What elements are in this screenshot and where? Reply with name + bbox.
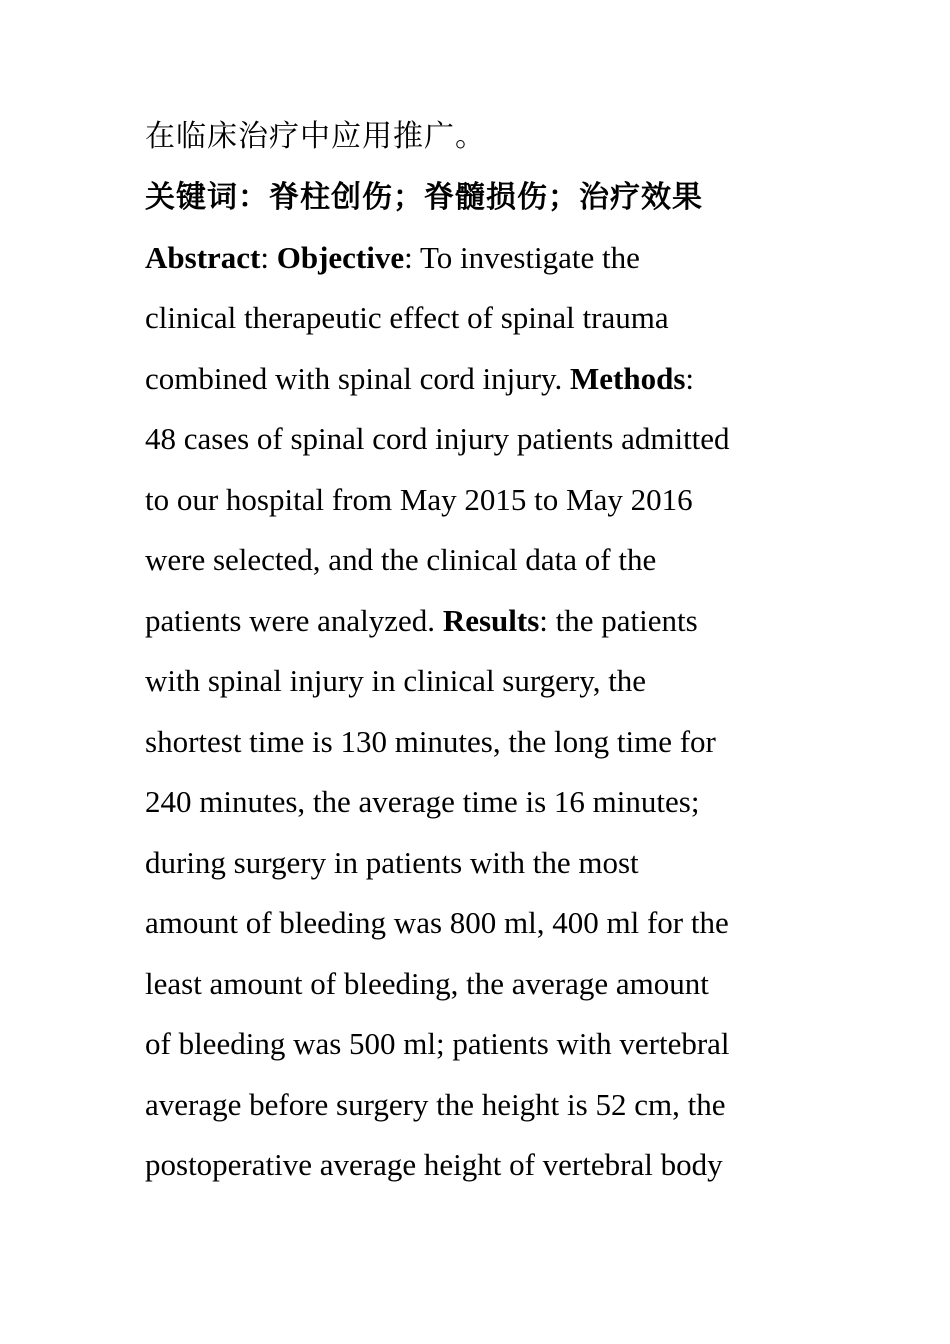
abstract-line-11 (145, 843, 639, 883)
colon: : (404, 240, 413, 275)
line-text: average before surgery the height is 52 cm, the (145, 1087, 726, 1122)
line-text: the patients (547, 603, 698, 638)
line-text: to our hospital from May 2015 to May 2016 (145, 482, 693, 517)
line-text: during surgery in patients with the most (145, 845, 639, 880)
line-text: of bleeding was 500 ml; patients with vertebral (145, 1026, 730, 1061)
abstract-line-7 (145, 601, 698, 641)
line-text: postoperative average height of vertebral body (145, 1147, 723, 1182)
abstract-line-2 (145, 298, 669, 338)
line-text: To investigate the (412, 240, 640, 275)
abstract-line-16 (145, 1145, 723, 1185)
abstract-line-4 (145, 419, 730, 459)
abstract-line-14 (145, 1024, 730, 1064)
line-text: were selected, and the clinical data of the (145, 542, 657, 577)
objective-label: Objective (276, 240, 405, 275)
line-text: shortest time is 130 minutes, the long time for (145, 724, 716, 759)
colon: : (539, 603, 548, 638)
abstract-line-9 (145, 722, 716, 762)
line-text: clinical therapeutic effect of spinal trauma (145, 300, 669, 335)
line-text: with spinal injury in clinical surgery, the (145, 663, 647, 698)
keywords-text: 关键词：脊柱创伤；脊髓损伤；治疗效果 (145, 180, 703, 215)
abstract-line-3 (145, 359, 694, 399)
abstract-line-13 (145, 964, 709, 1004)
line-text: combined with spinal cord injury. (145, 361, 571, 396)
abstract-label: Abstract (145, 240, 261, 275)
abstract-line-8 (145, 661, 646, 701)
results-label: Results (442, 603, 540, 638)
line-text: 240 minutes, the average time is 16 minutes; (145, 784, 700, 819)
colon: : (685, 361, 695, 396)
chinese-abstract-ending (145, 117, 486, 157)
line-text: patients were analyzed. (145, 603, 443, 638)
methods-label: Methods (570, 361, 686, 396)
abstract-line-5 (145, 480, 693, 520)
line-text: amount of bleeding was 800 ml, 400 ml for the (145, 905, 729, 940)
abstract-line-1 (145, 238, 640, 278)
line-text: 48 cases of spinal cord injury patients admitted (145, 421, 730, 456)
chinese-text: 在临床治疗中应用推广。 (145, 119, 486, 154)
colon: : (260, 240, 269, 275)
abstract-line-6 (145, 540, 656, 580)
abstract-line-15 (145, 1085, 725, 1125)
abstract-line-12 (145, 903, 729, 943)
line-text: least amount of bleeding, the average amount (145, 966, 709, 1001)
keywords-line (145, 178, 703, 218)
abstract-line-10 (145, 782, 699, 822)
